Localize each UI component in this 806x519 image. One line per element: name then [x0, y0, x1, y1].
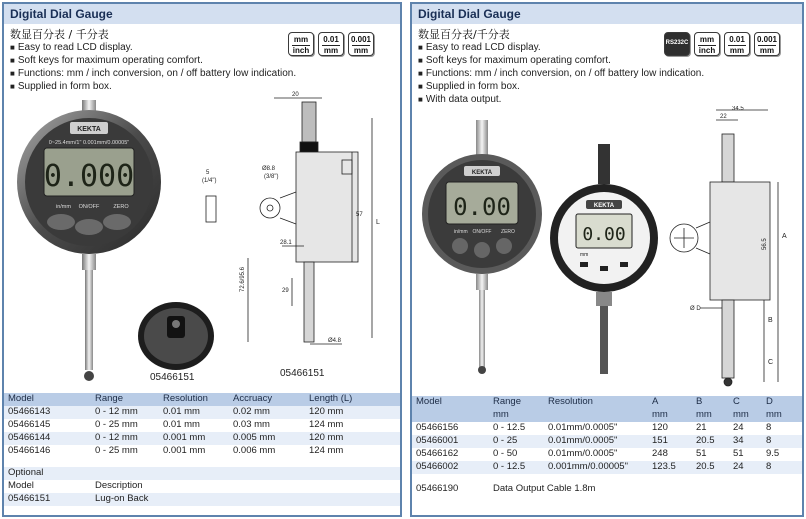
brand-logo: KEKTA	[471, 170, 493, 176]
dim-565: 56.5	[762, 238, 768, 250]
svg-text:mm: mm	[580, 252, 589, 258]
table-header-row: Model Range Resolution Accruacy Length (L)	[4, 393, 400, 406]
feature-item: ■ Easy to read LCD display.	[10, 41, 296, 54]
feature-list	[10, 41, 296, 93]
resolution-001-badge: 0.01 mm	[318, 32, 344, 56]
mm-inch-badge: mm inch	[694, 32, 720, 56]
lcd-reading: 0.00	[453, 193, 511, 221]
drawing-part-number: 05466151	[280, 368, 325, 379]
lcd-reading: 0.000	[43, 159, 135, 194]
unit-key	[452, 238, 468, 254]
table-row: 05466143 0 - 12 mm 0.01 mm 0.02 mm 120 mm	[4, 406, 400, 419]
dim-l: L	[376, 219, 380, 226]
resolution-0001-badge: 0.001 mm	[754, 32, 780, 56]
dim-345: 34.5	[732, 106, 744, 112]
feature-item: ■ Soft keys for maximum operating comfort.	[10, 54, 296, 67]
panel-title: Digital Dial Gauge	[412, 4, 802, 24]
feature-badges	[664, 32, 780, 56]
feature-item: ■ With data output.	[418, 93, 704, 106]
contact-point	[84, 371, 94, 381]
unit-label: in/mm	[56, 204, 71, 210]
dim-stem-dia: Ø8.8	[262, 166, 276, 172]
rs232c-badge: RS232C	[664, 32, 690, 56]
resolution-001-badge: 0.01 mm	[724, 32, 750, 56]
dim-tip: Ø4.8	[328, 338, 342, 344]
left-product-panel	[2, 2, 402, 517]
dim-72: 72.6/95.6	[240, 266, 246, 292]
dim-57: 57	[356, 212, 363, 218]
lcd-reading: 0.00	[582, 224, 626, 245]
dim-width: 20	[292, 92, 299, 98]
optional-section-header: Optional	[4, 467, 400, 480]
feature-item: ■ Supplied in form box.	[10, 80, 296, 93]
lug-back-part-number: 05466151	[150, 372, 195, 383]
mm-inch-badge: mm inch	[288, 32, 314, 56]
table-row: 05466144 0 - 12 mm 0.001 mm 0.005 mm 120 mm	[4, 432, 400, 445]
table-row: 05466162 0 - 50 0.01mm/0.0005" 248 51 51 9.5	[416, 448, 780, 459]
dimension-drawing	[192, 88, 398, 370]
feature-item: ■ Functions: mm / inch conversion, on / off battery low indication.	[418, 67, 704, 80]
resolution-0001-badge: 0.001 mm	[348, 32, 374, 56]
feature-item: ■ Soft keys for maximum operating comfort.	[418, 54, 704, 67]
feature-list	[418, 41, 704, 106]
brand-logo: KEKTA	[593, 203, 615, 209]
dim-left: 5	[206, 170, 210, 176]
zero-label: ZERO	[113, 204, 129, 210]
table-row: 05466002 0 - 12.5 0.001mm/0.00005" 123.5 20.5 24 8	[412, 461, 802, 474]
dim-28: 28.1	[280, 240, 292, 246]
dial-gauge-photo-1	[420, 120, 548, 378]
svg-text:in/mm: in/mm	[454, 229, 468, 235]
right-spec-table	[412, 396, 802, 496]
brand-logo: KEKTA	[77, 126, 101, 133]
dim-22: 22	[720, 114, 727, 120]
dim-b: B	[768, 317, 773, 324]
optional-header-row: Model Description	[8, 480, 143, 491]
dim-d: Ø D	[690, 306, 701, 312]
table-row: 05466001 0 - 25 0.01mm/0.0005" 151 20.5 34 8	[412, 435, 802, 448]
feature-item: ■ Functions: mm / inch conversion, on / off battery low indication.	[10, 67, 296, 80]
dim-stem-dia-inch: (3/8")	[264, 174, 279, 180]
table-header-row: Model Range Resolution A B C D	[412, 396, 802, 409]
table-row: 05466145 0 - 25 mm 0.01 mm 0.03 mm 124 mm	[8, 419, 344, 430]
left-spec-table	[4, 393, 400, 506]
scale-text: 0~25.4mm/1" 0.001mm/0.00005"	[48, 140, 130, 146]
dial-gauge-photo-2	[546, 144, 660, 380]
zero-key	[103, 214, 131, 230]
feature-badges	[288, 32, 374, 56]
svg-text:ON/OFF: ON/OFF	[472, 229, 492, 235]
table-unit-row: mm mm mm mm mm	[412, 409, 802, 422]
dim-29: 29	[282, 288, 289, 294]
panel-subtitle: 数显百分表/千分表	[418, 28, 510, 41]
dimension-drawing	[660, 106, 796, 392]
accessory-row: 05466190 Data Output Cable 1.8m	[416, 483, 596, 494]
unit-key	[47, 214, 75, 230]
panel-title: Digital Dial Gauge	[4, 4, 400, 24]
table-row: 05466156 0 - 12.5 0.01mm/0.0005" 120 21 24 8	[416, 422, 772, 433]
dim-a: A	[782, 233, 787, 240]
spindle	[85, 270, 93, 370]
onoff-key	[474, 242, 490, 258]
onoff-key	[75, 219, 103, 235]
svg-text:ZERO: ZERO	[501, 229, 515, 235]
feature-item: ■ Supplied in form box.	[418, 80, 704, 93]
optional-row: 05466151 Lug-on Back	[4, 493, 400, 506]
right-product-panel	[410, 2, 804, 517]
panel-subtitle: 数显百分表 / 千分表	[10, 28, 109, 41]
dim-left-inch: (1/4")	[202, 178, 217, 184]
zero-key	[496, 238, 512, 254]
feature-item: ■ Easy to read LCD display.	[418, 41, 704, 54]
onoff-label: ON/OFF	[78, 204, 100, 210]
table-row: 05466146 0 - 25 mm 0.001 mm 0.006 mm 124 mm	[8, 445, 344, 456]
dim-c: C	[768, 359, 774, 366]
